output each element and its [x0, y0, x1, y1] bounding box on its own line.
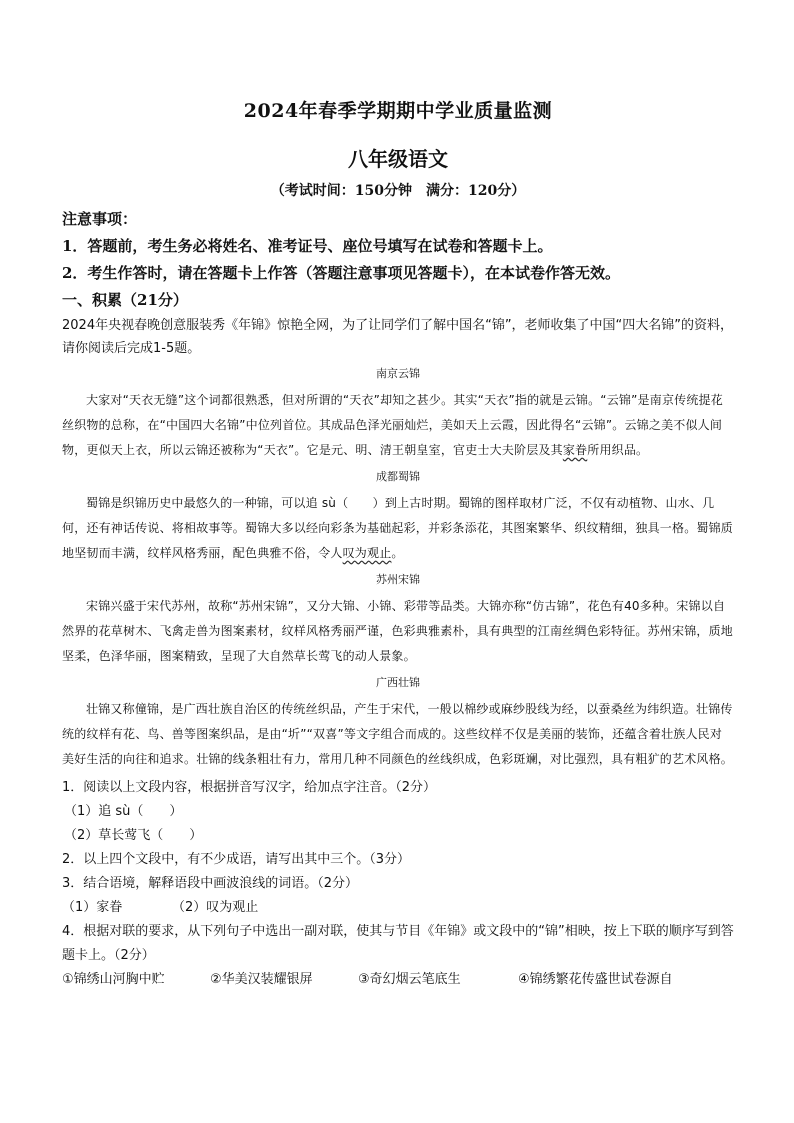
question-4-options	[62, 968, 734, 992]
option-2: ②华美汉装耀银屏	[210, 972, 313, 987]
option-1: ①锦绣山河胸中贮	[62, 972, 165, 987]
card-body: 大家对“天衣无缝”这个词都很熟悉，但对所谓的“天衣”却知之甚少。其实“天衣”指的就是云锦。“云锦”是南京传统提花丝织物的总称，在“中国四大名锦”中位列首位。其成品色泽光丽灿烂，美如天上云霞，因此得名“云锦”。云锦之美不似人间物，更似天上衣，所以云锦还被称为“天衣”。它是元、明、清王朝皇室，官吏士大夫阶层及其家眷所用织品。	[62, 393, 723, 457]
question-2: 2．以上四个文段中，有不少成语，请写出其中三个。（3分）	[62, 852, 411, 867]
option-4: ④锦绣繁花传盛世试卷源自	[518, 972, 673, 987]
section-intro: 2024年央视春晚创意服装秀《年锦》惊艳全网，为了让同学们了解中国名“锦”，老师收集了中国“四大名锦”的资料，请你阅读后完成1-5题。	[62, 318, 734, 356]
card-title: 成都蜀锦	[376, 470, 420, 483]
question-3a: （1）家眷	[62, 900, 123, 915]
section-title: 一、积累（21分）	[62, 291, 188, 309]
wavy-underlined-word: 叹为观止	[342, 546, 392, 560]
question-1b: （2）草长莺飞（ ）	[64, 828, 203, 843]
notes-title: 注意事项：	[62, 210, 138, 228]
exam-info: （考试时间：150分钟 满分：120分）	[270, 183, 526, 199]
card-body: 宋锦兴盛于宋代苏州，故称“苏州宋锦”，又分大锦、小锦、彩带等品类。大锦亦称“仿古锦”，花色有40多种。宋锦以自然界的花草树木、飞禽走兽为图案素材，纹样风格秀丽严谨，色彩典雅素朴，具有典型的江南丝绸色彩特征。苏州宋锦，质地坚柔，色泽华丽，图案精致，呈现了大自然草长莺飞的动人景象。	[62, 599, 734, 663]
question-4: 4．根据对联的要求，从下列句子中选出一副对联，使其与节目《年锦》或文段中的“锦”相映，按上下联的顺序写到答题卡上。（2分）	[62, 924, 734, 963]
option-3: ③奇幻烟云笔底生	[358, 972, 461, 987]
question-1: 1．阅读以上文段内容，根据拼音写汉字，给加点字注音。（2分）	[62, 780, 437, 795]
question-3-items	[62, 896, 734, 920]
card-title: 广西壮锦	[376, 676, 420, 689]
card-body: 蜀锦是织锦历史中最悠久的一种锦，可以追 sù（ ）到上古时期。蜀锦的图样取材广泛，不仅有动植物、山水、几何，还有神话传说、将相故事等。蜀锦大多以经向彩条为基础起彩，并彩条添花，其图案繁华、织纹精细，独具一格。蜀锦质地坚韧而丰满，纹样风格秀丽，配色典雅不俗，令人叹为观止。	[62, 496, 734, 560]
exam-title: 2024年春季学期期中学业质量监测	[243, 100, 553, 122]
wavy-underlined-word: 家眷	[562, 443, 588, 457]
card-title: 苏州宋锦	[376, 573, 420, 586]
exam-subtitle: 八年级语文	[348, 147, 448, 171]
exam-page	[62, 96, 734, 992]
question-1a: （1）追 sù（ ）	[64, 804, 183, 819]
question-3: 3．结合语境，解释语段中画波浪线的词语。（2分）	[62, 876, 359, 891]
notes-item: 2．考生作答时，请在答题卡上作答（答题注意事项见答题卡），在本试卷作答无效。	[62, 264, 620, 282]
card-body: 壮锦又称僮锦，是广西壮族自治区的传统丝织品，产生于宋代，一般以棉纱或麻纱股线为经，以蚕桑丝为纬织造。壮锦传统的纹样有花、鸟、兽等图案织品，是由“圻”“双喜”等文字组合而成的。这些纹样不仅是美丽的装饰，还蕴含着壮族人民对美好生活的向往和追求。壮锦的线条粗壮有力，常用几种不同颜色的丝线织成，色彩斑斓，对比强烈，具有粗犷的艺术风格。	[62, 702, 734, 766]
notes-item: 1．答题前，考生务必将姓名、准考证号、座位号填写在试卷和答题卡上。	[62, 237, 553, 255]
question-3b: （2）叹为观止	[172, 900, 259, 915]
card-title: 南京云锦	[376, 367, 420, 380]
